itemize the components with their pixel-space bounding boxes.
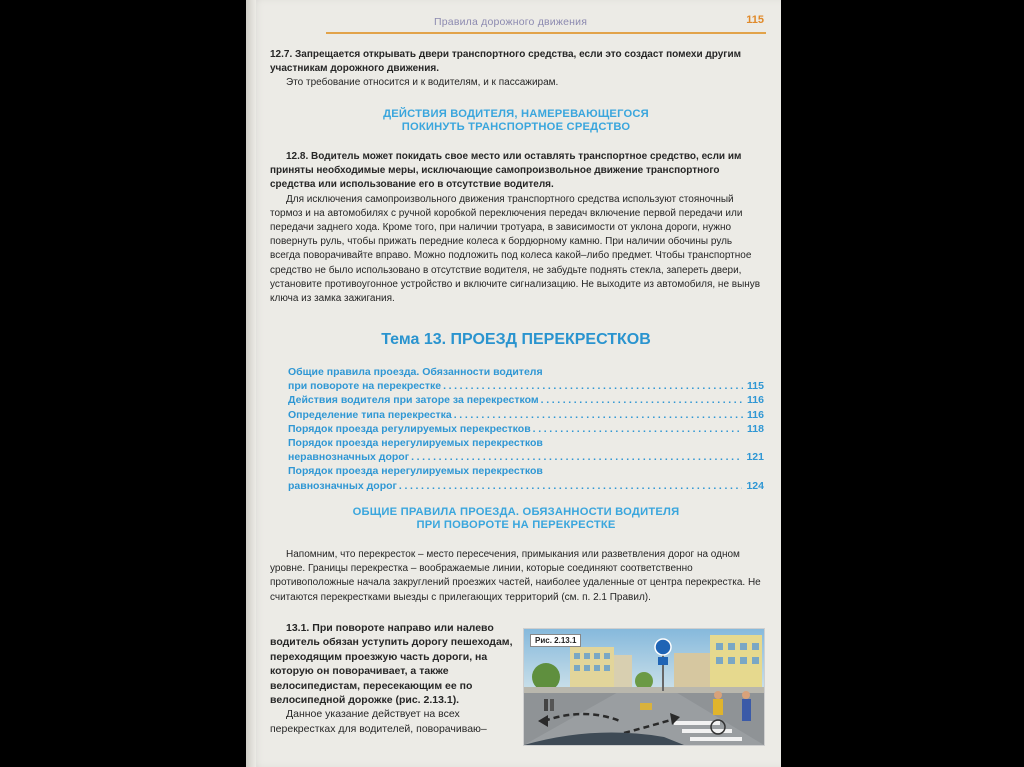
- page-gutter: [246, 0, 256, 767]
- intro-paragraph: Напомним, что перекресток – место пересечения, примыкания или разветвления дорог на одном уровне. Границы перекрестка – воображаемые линии, которые соединяют соответственно противоположные начала закруглений проезжих частей, наиболее удаленные от центра перекрестка. Не считаются перекрестками выезды с прилегающих территорий (см. п. 2.1 Правил).: [270, 549, 761, 603]
- toc-item[interactable]: [288, 422, 764, 436]
- toc-leader-dots: [541, 393, 743, 407]
- paragraph-12-8: [270, 150, 762, 306]
- rule-12-7-note: Это требование относится и к водителям, и к пассажирам.: [286, 77, 559, 89]
- toc-item-label: равнозначных дорог: [288, 479, 397, 492]
- toc-page-number: 116: [747, 394, 764, 407]
- toc-page-number: 124: [746, 479, 764, 492]
- toc-item-label: Определение типа перекрестка: [288, 408, 452, 421]
- toc-leader-dots: [443, 379, 743, 393]
- book-page: [246, 0, 781, 767]
- figure-label: Рис. 2.13.1: [530, 634, 581, 647]
- rule-12-8-text: 12.8. Водитель может покидать свое место или оставлять транспортное средство, если им приняты необходимые меры, исключающие самопроизвольное движение транспортного средства или использование его в отсутствие водителя.: [270, 151, 742, 191]
- cyclist: [713, 699, 723, 715]
- section-heading-line: ДЕЙСТВИЯ ВОДИТЕЛЯ, НАМЕРЕВАЮЩЕГОСЯ: [383, 108, 649, 120]
- toc-item[interactable]: [288, 393, 764, 407]
- toc-page-number: 116: [747, 408, 764, 421]
- toc-item-label: Действия водителя при заторе за перекрестком: [288, 394, 539, 407]
- figure-intersection-illustration: [523, 628, 765, 746]
- toc-page-number: 118: [747, 422, 764, 435]
- toc-leader-dots: [454, 408, 743, 422]
- section-heading-line: ОБЩИЕ ПРАВИЛА ПРОЕЗДА. ОБЯЗАННОСТИ ВОДИТЕЛЯ: [352, 506, 680, 518]
- pedestrian: [742, 699, 751, 721]
- page-number: 115: [746, 14, 764, 26]
- toc-item[interactable]: [288, 365, 764, 393]
- running-title: Правила дорожного движения: [434, 16, 588, 28]
- toc-page-number: 121: [746, 451, 764, 464]
- running-header: [326, 10, 766, 34]
- section-heading-line: ПРИ ПОВОРОТЕ НА ПЕРЕКРЕСТКЕ: [416, 519, 616, 531]
- paragraph-12-7: [270, 48, 762, 91]
- toc-item[interactable]: [288, 436, 764, 464]
- toc-item-line: Общие правила проезда. Обязанности водителя: [288, 366, 543, 378]
- rule-13-1-note: Данное указание действует на всех перекрестках для водителей, поворачиваю–: [270, 708, 487, 735]
- paragraph-13-1: [270, 621, 516, 736]
- table-of-contents: [288, 365, 764, 493]
- toc-leader-dots: [533, 422, 743, 436]
- toc-item-line: Порядок проезда нерегулируемых перекрестков: [288, 465, 543, 478]
- section-heading-turning-rules: [270, 506, 762, 532]
- toc-leader-dots: [411, 450, 742, 464]
- toc-item[interactable]: [288, 464, 764, 492]
- rule-13-1-text: 13.1. При повороте направо или налево водитель обязан уступить дорогу пешеходам, переходящим проезжую часть дороги, на которую он поворачивает, а также велосипедистам, пересекающим ее по велосипедной дорожке (рис. 2.13.1).: [270, 622, 513, 707]
- rule-12-8-explanation: Для исключения самопроизвольного движения транспортного средства используют стояночный тормоз и на автомобилях с ручной коробкой переключения передач включение первой передачи или передачи заднего хода. Кроме того, при наличии тротуара, в зависимости от уклона дороги, нужно повернуть руль, чтобы прижать передние колеса к бордюрному камню. При наличии обочины руль всегда поворачивайте вправо. Можно подложить под колеса какой–либо предмет. Чтобы транспортное средство не было использовано в отсутствие водителя, не забудьте поднять стекла, запереть двери, установите противоугонное устройство и включите сигнализацию. Не выходите из автомобиля, не вынув ключа из замка зажигания.: [270, 193, 761, 305]
- toc-leader-dots: [399, 479, 743, 493]
- rule-12-7-text: 12.7. Запрещается открывать двери транспортного средства, если это создаст помехи другим участникам дорожного движения.: [270, 49, 742, 75]
- section-heading-line: ПОКИНУТЬ ТРАНСПОРТНОЕ СРЕДСТВО: [401, 121, 631, 133]
- toc-page-number: 115: [747, 380, 764, 393]
- toc-item-label: неравнозначных дорог: [288, 451, 410, 464]
- bicycle-sign-icon: [655, 639, 671, 655]
- toc-item[interactable]: [288, 408, 764, 422]
- toc-item-label: Порядок проезда регулируемых перекрестков: [288, 422, 531, 435]
- toc-item-line: Порядок проезда нерегулируемых перекрестков: [288, 437, 543, 450]
- section-heading-leaving-vehicle: [270, 108, 762, 134]
- toc-item-label: при повороте на перекрестке: [288, 380, 442, 393]
- topic-title: Тема 13. ПРОЕЗД ПЕРЕКРЕСТКОВ: [381, 331, 651, 348]
